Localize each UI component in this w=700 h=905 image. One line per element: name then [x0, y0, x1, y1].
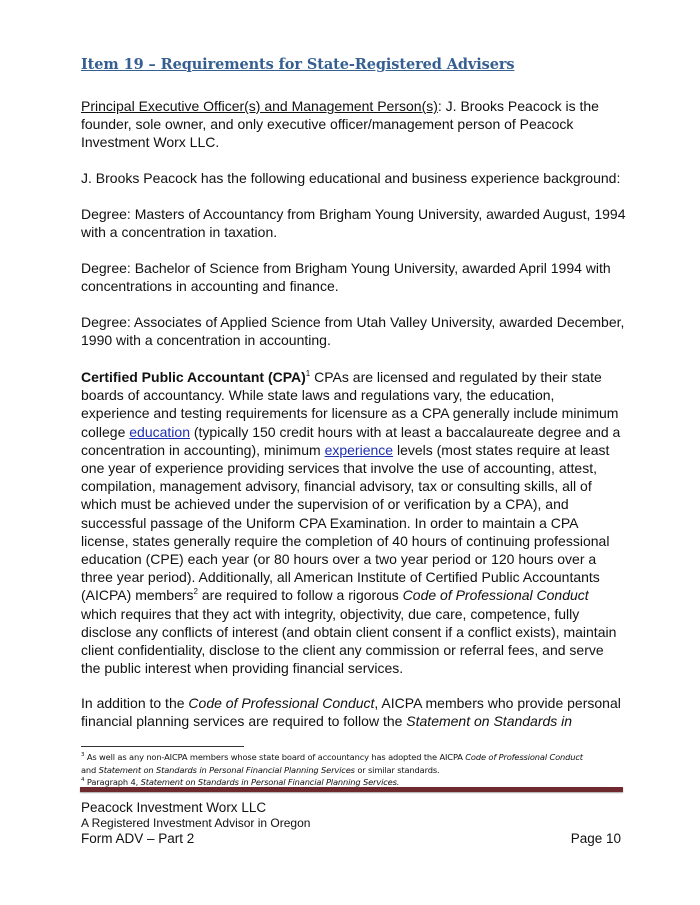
principal-label: Principal Executive Officer(s) and Management Person(s) — [81, 98, 438, 114]
background-intro-text: J. Brooks Peacock has the following educational and business experience background: — [81, 170, 621, 186]
footnotes — [81, 751, 641, 789]
section-heading: Item 19 – Requirements for State-Registered Advisers — [81, 56, 515, 73]
cpa-paragraph — [81, 368, 626, 677]
degree-text: Degree: Associates of Applied Science from Utah Valley University, awarded December, 1990 with a concentration in accounting. — [81, 314, 625, 349]
footnote-text: Paragraph 4, — [86, 777, 141, 787]
cpa-text-5: which requires that they act with integrity, objectivity, due care, competence, fully disclose any conflicts of interest (and obtain client consent if a conflict exists), maintain client confidentiality, disclose to the client any commission or referral fees, and serve the public interest when providing financial services. — [81, 605, 617, 677]
degree-2 — [81, 259, 626, 295]
footnote-text: or similar standards. — [354, 764, 440, 775]
addition-text-1: In addition to the — [81, 695, 189, 711]
education-link[interactable]: education — [129, 423, 190, 440]
footnote-number: 4 — [81, 777, 85, 783]
footnote-3 — [81, 751, 641, 764]
background-intro — [81, 169, 626, 187]
footnote-ref-2: 2 — [193, 587, 198, 597]
footnote-3-cont — [81, 764, 641, 777]
footer-form-line — [81, 831, 621, 847]
page-number: Page 10 — [570, 831, 621, 846]
code-of-conduct-italic: Code of Professional Conduct — [188, 695, 375, 711]
cpa-text-2: (typically 150 credit hours with at least a baccalaureate degree and a concentration in accounting), minimum — [81, 423, 621, 458]
statement-italic: Statement on Standards in — [406, 713, 573, 730]
footer-company: Peacock Investment Worx LLC — [81, 800, 267, 815]
cpa-title: Certified Public Accountant (CPA) — [81, 369, 306, 385]
footer-tagline: A Registered Investment Advisor in Oregon — [81, 816, 311, 830]
footnote-text: and — [81, 764, 99, 775]
page-footer — [81, 800, 621, 847]
footnote-text: As well as any non-AICPA members whose state board of accountancy has adopted the AICPA — [86, 752, 466, 762]
footnote-italic: Statement on Standards in Personal Financial Planning Services — [98, 764, 355, 775]
addition-text-2: , AICPA members who provide personal financial planning services are required to follow the — [81, 695, 621, 730]
footer-form: Form ADV – Part 2 — [81, 831, 195, 846]
addition-paragraph — [81, 694, 626, 730]
cpa-text-1: CPAs are licensed and regulated by their state boards of accountancy. While state laws and regulations vary, the education, experience and testing requirements for licensure as a CPA generally include minimum college — [81, 369, 619, 440]
footnote-italic: Statement on Standards in Personal Financial Planning Services. — [140, 777, 400, 787]
cpa-text-3: levels (most states require at least one year of experience providing services that involve the use of accounting, attest, compilation, management advisory, financial advisory, tax or consulting skills, all of which must be achieved under the supervision of or verification by a CPA), and successful passage of the Uniform CPA Examination. In order to maintain a CPA license, states generally require the completion of 40 hours of continuing professional education (CPE) each year (or 80 hours over a two year period or 120 hours over a three year period). Additionally, all American Institute of Certified Public Accountants (AICPA) members — [81, 441, 610, 604]
footer-divider-bar — [80, 787, 623, 792]
principal-text: : J. Brooks Peacock is the founder, sole owner, and only executive officer/management person of Peacock Investment Worx LLC. — [81, 98, 599, 151]
degree-text: Degree: Bachelor of Science from Brigham Young University, awarded April 1994 with concentrations in accounting and finance. — [81, 260, 611, 295]
code-of-conduct-italic: Code of Professional Conduct — [402, 587, 589, 604]
experience-link[interactable]: experience — [324, 441, 394, 458]
footnote-ref-1: 1 — [305, 369, 311, 378]
footnote-italic: Code of Professional Conduct — [465, 752, 583, 762]
degree-text: Degree: Masters of Accountancy from Brigham Young University, awarded August, 1994 with a concentration in taxation. — [81, 206, 626, 241]
footnote-number: 3 — [81, 752, 85, 758]
degree-1 — [81, 205, 626, 241]
degree-3 — [81, 313, 626, 349]
cpa-text-4: are required to follow a rigorous — [198, 587, 403, 604]
footnote-separator — [81, 746, 244, 747]
principal-paragraph — [81, 97, 626, 152]
